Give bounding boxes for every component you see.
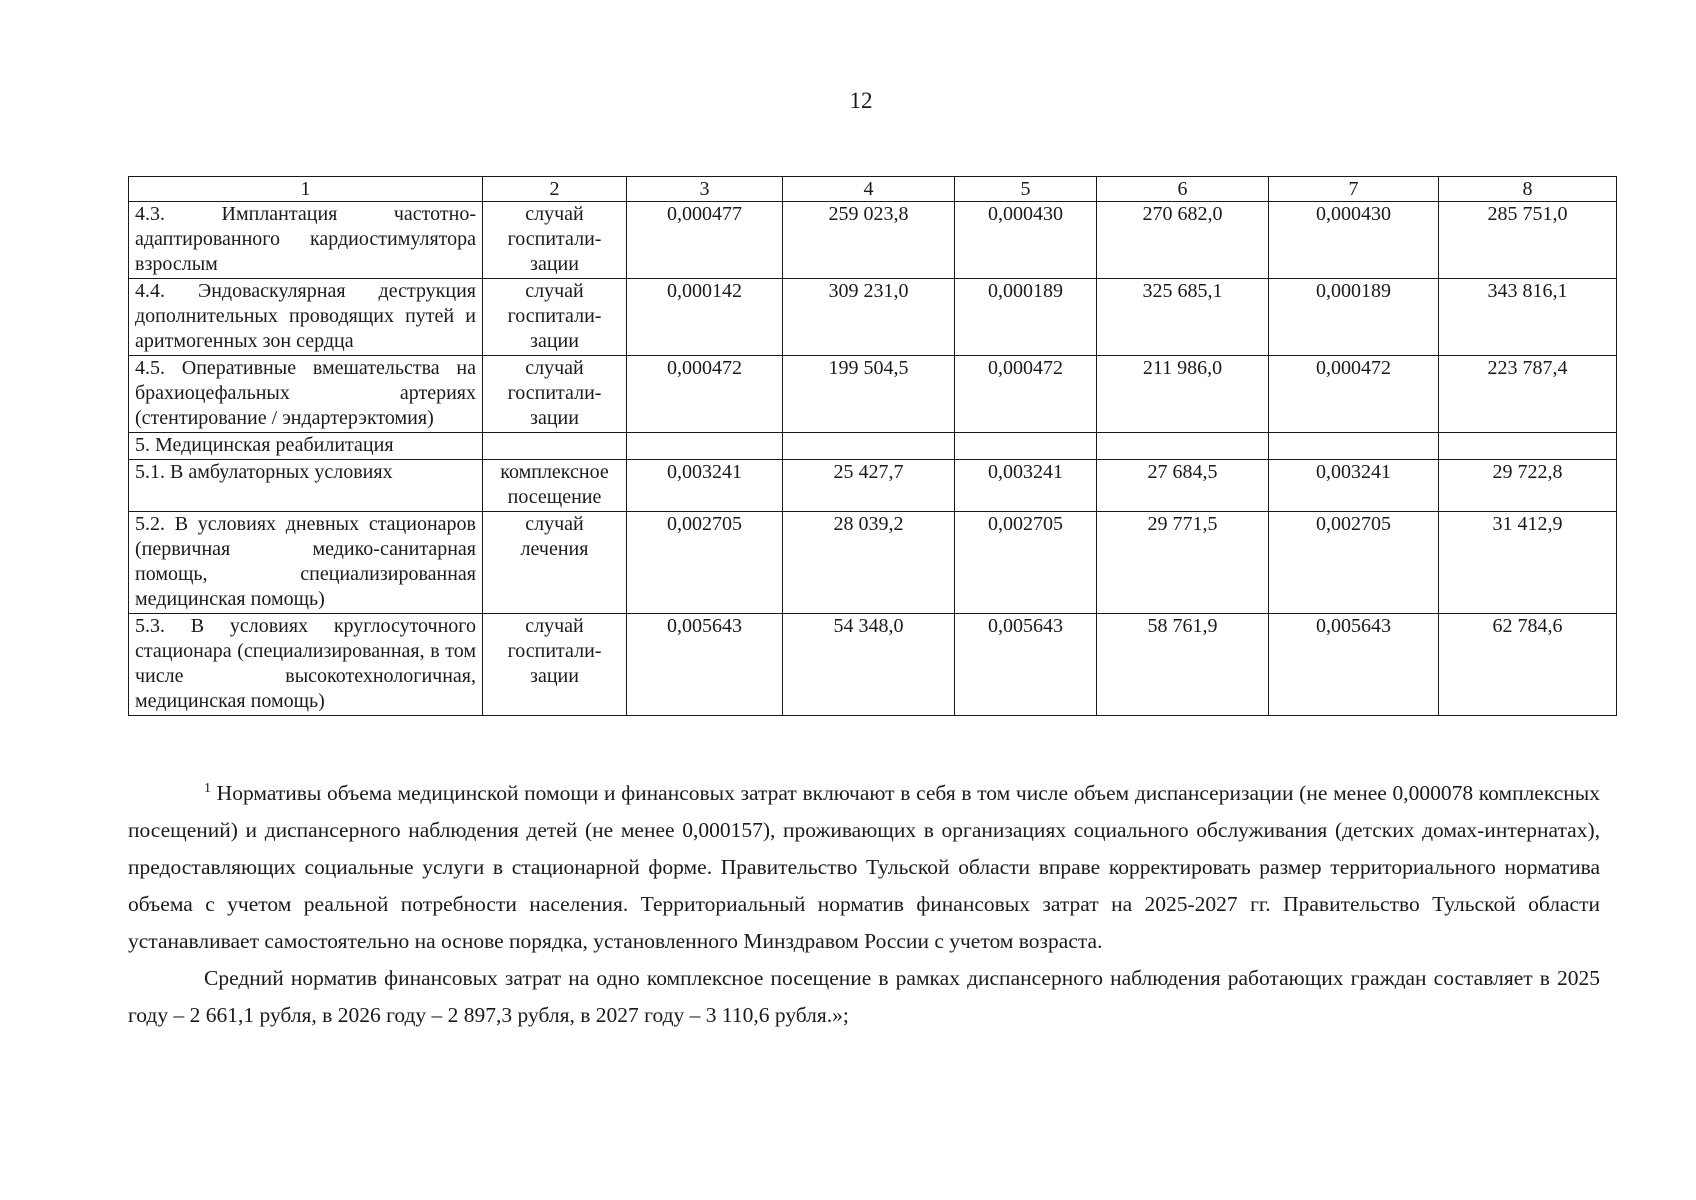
table-row — [129, 356, 1617, 433]
notes-section — [128, 775, 1600, 1034]
value-cell: 0,002705 — [627, 512, 783, 614]
value-cell: 285 751,0 — [1439, 202, 1617, 279]
value-cell: 54 348,0 — [783, 614, 955, 716]
value-cell: 0,000472 — [1269, 356, 1439, 433]
value-cell: 0,000472 — [955, 356, 1097, 433]
value-cell: 211 986,0 — [1097, 356, 1269, 433]
value-cell: 25 427,7 — [783, 460, 955, 512]
value-cell — [627, 433, 783, 460]
value-cell: 0,005643 — [627, 614, 783, 716]
page-number: 12 — [849, 88, 873, 113]
value-cell: 0,005643 — [955, 614, 1097, 716]
value-cell: 223 787,4 — [1439, 356, 1617, 433]
value-cell: 0,000472 — [627, 356, 783, 433]
value-cell: 0,002705 — [1269, 512, 1439, 614]
value-cell: 31 412,9 — [1439, 512, 1617, 614]
norms-table — [128, 176, 1617, 716]
column-header: 5 — [955, 177, 1097, 202]
value-cell: 270 682,0 — [1097, 202, 1269, 279]
row-unit-cell: случай лечения — [483, 512, 627, 614]
value-cell: 343 816,1 — [1439, 279, 1617, 356]
value-cell: 0,000189 — [1269, 279, 1439, 356]
value-cell: 0,000189 — [955, 279, 1097, 356]
row-unit-cell: случай госпитали-зации — [483, 202, 627, 279]
column-header: 8 — [1439, 177, 1617, 202]
footnote-mark: 1 — [204, 781, 211, 796]
row-name-cell: 4.4. Эндоваскулярная деструкция дополнительных проводящих путей и аритмогенных зон сердца — [129, 279, 483, 356]
table-row — [129, 202, 1617, 279]
row-unit-cell: случай госпитали-зации — [483, 279, 627, 356]
row-unit-cell: случай госпитали-зации — [483, 614, 627, 716]
column-header: 1 — [129, 177, 483, 202]
column-header: 7 — [1269, 177, 1439, 202]
column-header: 2 — [483, 177, 627, 202]
value-cell: 58 761,9 — [1097, 614, 1269, 716]
value-cell — [955, 433, 1097, 460]
value-cell: 309 231,0 — [783, 279, 955, 356]
table-row — [129, 614, 1617, 716]
value-cell: 0,000477 — [627, 202, 783, 279]
value-cell: 325 685,1 — [1097, 279, 1269, 356]
row-name-cell: 5.1. В амбулаторных условиях — [129, 460, 483, 512]
value-cell: 0,003241 — [955, 460, 1097, 512]
value-cell — [1097, 433, 1269, 460]
column-header: 4 — [783, 177, 955, 202]
section-name-cell: 5. Медицинская реабилитация — [129, 433, 483, 460]
value-cell: 259 023,8 — [783, 202, 955, 279]
norms-table-container — [128, 176, 1616, 716]
row-name-cell: 5.3. В условиях круглосуточного стационара (специализированная, в том числе высокотехнологичная, медицинская помощь) — [129, 614, 483, 716]
row-unit-cell: комплексное посещение — [483, 460, 627, 512]
table-header-row — [129, 177, 1617, 202]
value-cell: 0,000142 — [627, 279, 783, 356]
row-name-cell: 4.3. Имплантация частотно-адаптированного кардиостимулятора взрослым — [129, 202, 483, 279]
row-name-cell: 4.5. Оперативные вмешательства на брахиоцефальных артериях (стентирование / эндартерэктомия) — [129, 356, 483, 433]
table-row — [129, 512, 1617, 614]
footnote-text: Нормативы объема медицинской помощи и финансовых затрат включают в себя в том числе объем диспансеризации (не менее 0,000078 комплексных посещений) и диспансерного наблюдения детей (не менее 0,000157), проживающих в организациях социального обслуживания (детских домах-интернатах), предоставляющих социальные услуги в стационарной форме. Правительство Тульской области вправе корректировать размер территориального норматива объема с учетом реальной потребности населения. Территориальный норматив финансовых затрат на 2025-2027 гг. Правительство Тульской области устанавливает самостоятельно на основе порядка, установленного Минздравом России с учетом возраста. — [128, 781, 1601, 953]
value-cell: 27 684,5 — [1097, 460, 1269, 512]
column-header: 3 — [627, 177, 783, 202]
value-cell: 28 039,2 — [783, 512, 955, 614]
footnote — [128, 775, 1600, 960]
column-header: 6 — [1097, 177, 1269, 202]
value-cell: 0,000430 — [1269, 202, 1439, 279]
value-cell: 0,005643 — [1269, 614, 1439, 716]
table-row — [129, 460, 1617, 512]
value-cell: 0,003241 — [627, 460, 783, 512]
value-cell: 62 784,6 — [1439, 614, 1617, 716]
body-paragraph: Средний норматив финансовых затрат на одно комплексное посещение в рамках диспансерного наблюдения работающих граждан составляет в 2025 году – 2 661,1 рубля, в 2026 году – 2 897,3 рубля, в 2027 году – 3 110,6 рубля.»; — [128, 966, 1600, 1027]
row-unit-cell: случай госпитали-зации — [483, 356, 627, 433]
value-cell: 0,002705 — [955, 512, 1097, 614]
value-cell: 0,000430 — [955, 202, 1097, 279]
value-cell: 199 504,5 — [783, 356, 955, 433]
value-cell — [1269, 433, 1439, 460]
value-cell: 0,003241 — [1269, 460, 1439, 512]
row-name-cell: 5.2. В условиях дневных стационаров (первичная медико-санитарная помощь, специализированная медицинская помощь) — [129, 512, 483, 614]
value-cell: 29 722,8 — [1439, 460, 1617, 512]
value-cell: 29 771,5 — [1097, 512, 1269, 614]
row-unit-cell — [483, 433, 627, 460]
table-section-row — [129, 433, 1617, 460]
value-cell — [783, 433, 955, 460]
value-cell — [1439, 433, 1617, 460]
table-row — [129, 279, 1617, 356]
